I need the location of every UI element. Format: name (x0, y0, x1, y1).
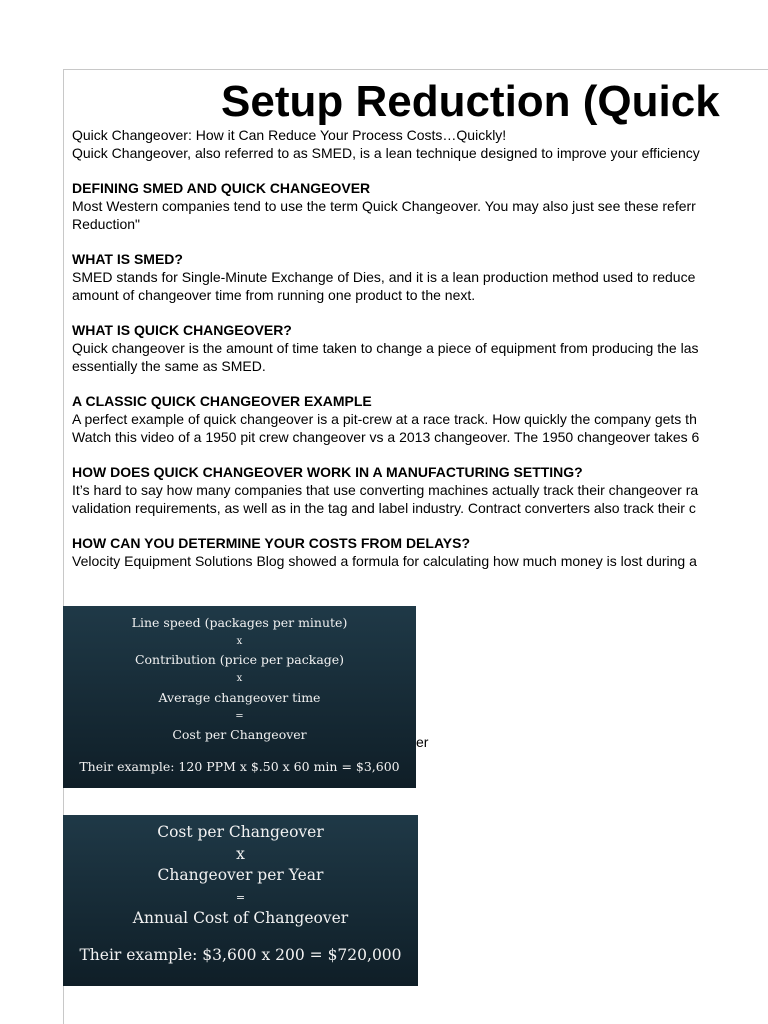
formula-term: Line speed (packages per minute) (131, 615, 348, 630)
section-heading: DEFINING SMED AND QUICK CHANGEOVER (72, 180, 371, 196)
formula-term: Cost per Changeover (172, 727, 307, 743)
paragraph-gap (72, 375, 741, 392)
text-line: Quick Changeover: How it Can Reduce Your Process Costs…Quickly! (72, 127, 507, 143)
text-line: Watch this video of a 1950 pit crew changeover vs a 2013 changeover. The 1950 changeover takes 6 (72, 429, 700, 445)
cost-per-changeover-formula-image (63, 606, 416, 788)
section-heading: WHAT IS QUICK CHANGEOVER? (72, 322, 292, 338)
formula-term: Average changeover time (158, 689, 321, 705)
annual-cost-formula-image (63, 815, 418, 986)
document-title: Setup Reduction (Quick (221, 78, 720, 126)
paragraph-gap (72, 233, 741, 250)
text-line: essentially the same as SMED. (72, 358, 266, 374)
text-line: It’s hard to say how many companies that use converting machines actually track their changeover ra (72, 482, 699, 498)
text-line: A perfect example of quick changeover is a pit-crew at a race track. How quickly the company gets th (72, 411, 697, 427)
text-line: Quick changeover is the amount of time taken to change a piece of equipment from producing the las (72, 340, 699, 356)
formula-operator: = (235, 890, 246, 904)
section-heading: HOW CAN YOU DETERMINE YOUR COSTS FROM DELAYS? (72, 535, 470, 551)
formula-operator: x (236, 635, 243, 647)
text-line: SMED stands for Single-Minute Exchange of Dies, and it is a lean production method used to reduce (72, 269, 696, 285)
text-line: amount of changeover time from running one product to the next. (72, 287, 476, 303)
paragraph-gap (72, 304, 741, 321)
formula-term: Their example: 120 PPM x $.50 x 60 min = $3,600 (79, 758, 400, 774)
formula-operator: x (236, 673, 243, 685)
text-line: validation requirements, as well as in the tag and label industry. Contract converters also track their c (72, 500, 696, 516)
formula-term: Their example: $3,600 x 200 = $720,000 (79, 945, 402, 964)
document-body (72, 78, 741, 570)
formula-spacer (63, 930, 418, 945)
text-line: Quick Changeover, also referred to as SMED, is a lean technique designed to improve your efficiency (72, 145, 700, 161)
partially-hidden-text: er (416, 734, 429, 750)
text-line: Most Western companies tend to use the term Quick Changeover. You may also just see these referr (72, 198, 696, 214)
section-heading: A CLASSIC QUICK CHANGEOVER EXAMPLE (72, 393, 372, 409)
formula-term: x (236, 844, 245, 863)
text-line: Velocity Equipment Solutions Blog showed a formula for calculating how much money is lost during a (72, 553, 697, 569)
formula-operator: = (235, 710, 244, 722)
formula-term: Cost per Changeover (157, 823, 324, 841)
paragraph-gap (72, 446, 741, 463)
paragraph-gap (72, 517, 741, 534)
text-line: Reduction" (72, 216, 141, 232)
paragraph-gap (72, 162, 741, 179)
formula-term: Changeover per Year (157, 866, 324, 885)
section-heading: HOW DOES QUICK CHANGEOVER WORK IN A MANUFACTURING SETTING? (72, 464, 583, 480)
section-heading: WHAT IS SMED? (72, 251, 183, 267)
formula-term: Contribution (price per package) (134, 652, 345, 668)
document-text (72, 126, 741, 570)
formula-spacer (63, 745, 416, 758)
formula-term: Annual Cost of Changeover (132, 909, 349, 928)
